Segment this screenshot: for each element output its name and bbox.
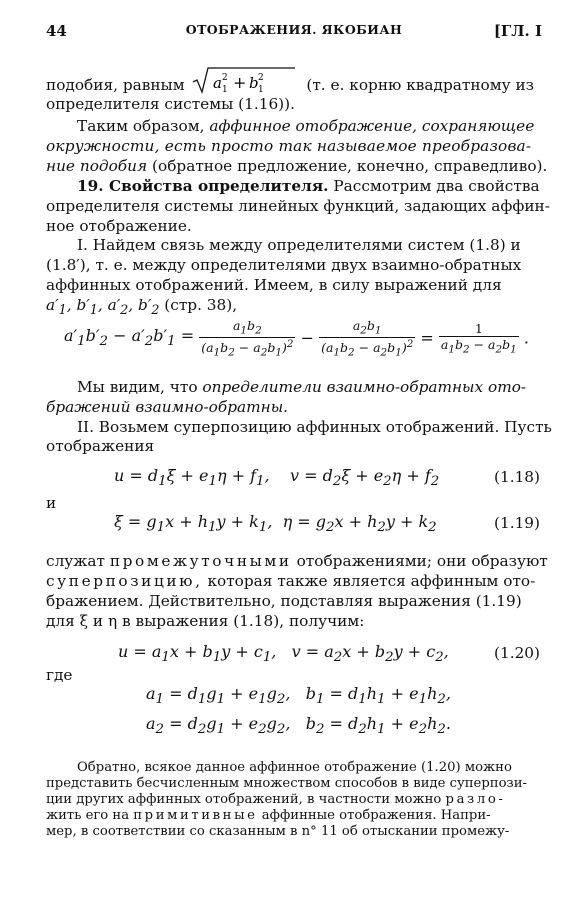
equation-1-20: $u = a_1x + b_1y + c_1$, $v = a_2x + b_2y + c_2$,: [118, 642, 449, 666]
inline-formula: $a'_1$, $b'_1$, $a'_2$, $b'_2$: [46, 296, 160, 319]
svg-text:2: 2: [222, 73, 229, 83]
sqrt-expression: [189, 70, 301, 96]
svg-text:2: 2: [258, 73, 265, 83]
text-line: аффинных отображений. Имеем, в силу выражений для: [46, 276, 502, 294]
equation-coefficients-2: $a_2 = d_2g_1 + e_2g_2$, $b_2 = d_2h_1 + e_2h_2$.: [146, 714, 451, 738]
svg-text:1: 1: [222, 85, 229, 94]
small-text-line: ции других аффинных отображений, в частности можно разло-: [46, 792, 506, 807]
text-line: II. Возьмем суперпозицию аффинных отображений. Пусть: [77, 418, 552, 436]
equation-number: (1.19): [494, 514, 540, 532]
text-line: бражений взаимно-обратны.: [46, 398, 289, 416]
text-line: (1.8′), т. е. между определителями двух взаимно-обратных: [46, 256, 522, 274]
running-header: [46, 22, 542, 42]
text-line: где: [46, 666, 73, 684]
text-line: для ξ и η в выражения (1.18), получим:: [46, 612, 365, 630]
small-text-line: мер, в соответствии со сказанным в n° 11 об отыскании промежу-: [46, 824, 510, 839]
text-line: окружности, есть просто так называемое преобразова-: [46, 137, 532, 155]
svg-text:1: 1: [258, 85, 265, 94]
chapter-label: [ГЛ. I: [493, 22, 542, 40]
svg-text:+: +: [233, 73, 247, 92]
text-line: ние подобия (обратное предложение, конечно, справедливо).: [46, 157, 548, 175]
section-heading-line: 19. Свойства определителя. Рассмотрим два свойства: [77, 177, 540, 195]
text-line: определителя системы линейных функций, задающих аффин-: [46, 197, 550, 215]
text-line: отображения: [46, 437, 155, 455]
equation-number: (1.18): [494, 468, 540, 486]
text-line: служат промежуточными отображениями; они образуют: [46, 552, 548, 570]
text-line: бражением. Действительно, подставляя выражения (1.19): [46, 592, 522, 610]
text-line: Таким образом, аффинное отображение, сохраняющее: [77, 117, 535, 135]
text-line: $a'_1$, $b'_1$, $a'_2$, $b'_2$ (стр. 38),: [46, 296, 238, 319]
small-text-line: Обратно, всякое данное аффинное отображение (1.20) можно: [77, 760, 512, 775]
running-title: ОТОБРАЖЕНИЯ. ЯКОБИАН: [185, 22, 403, 37]
text-line: определителя системы (1.16)).: [46, 95, 295, 113]
equation-number: (1.20): [494, 644, 540, 662]
small-text-line: жить его на примитивные аффинные отображения. Напри-: [46, 808, 491, 823]
text-line: подобия, равным a 1 2 + b 1 2 (т. е. корню квадратному из: [46, 70, 534, 96]
svg-text:a: a: [213, 74, 223, 92]
small-text-line: представить бесчисленным множеством способов в виде суперпози-: [46, 776, 527, 791]
text-line: и: [46, 494, 57, 512]
equation-determinant-inverse: $a'_1b'_2 - a'_2b'_1$ = $\frac{a_1b_2}{(a_1b_2 - a_2b_1)^2}$ − $\frac{a_2b_1}{(a_1b_2 - a_2b_1)^2}$ = $\frac{1}{a_1b_2 - a_2b_1}$ .: [64, 318, 529, 359]
equation-1-19: $\xi = g_1x + h_1y + k_1$, $\eta = g_2x + h_2y + k_2$: [114, 512, 437, 536]
page-number: 44: [46, 22, 67, 40]
equation-coefficients-1: $a_1 = d_1g_1 + e_1g_2$, $b_1 = d_1h_1 + e_1h_2$,: [146, 684, 451, 708]
text-line: ное отображение.: [46, 217, 192, 235]
text-line: суперпозицию, которая также является аффинным ото-: [46, 572, 536, 590]
text-line: Мы видим, что определители взаимно-обратных ото-: [77, 378, 527, 396]
text-line: I. Найдем связь между определителями систем (1.8) и: [77, 236, 521, 254]
equation-1-18: $u = d_1\xi + e_1\eta + f_1$, $v = d_2\xi + e_2\eta + f_2$: [114, 466, 440, 490]
svg-text:b: b: [249, 74, 260, 92]
